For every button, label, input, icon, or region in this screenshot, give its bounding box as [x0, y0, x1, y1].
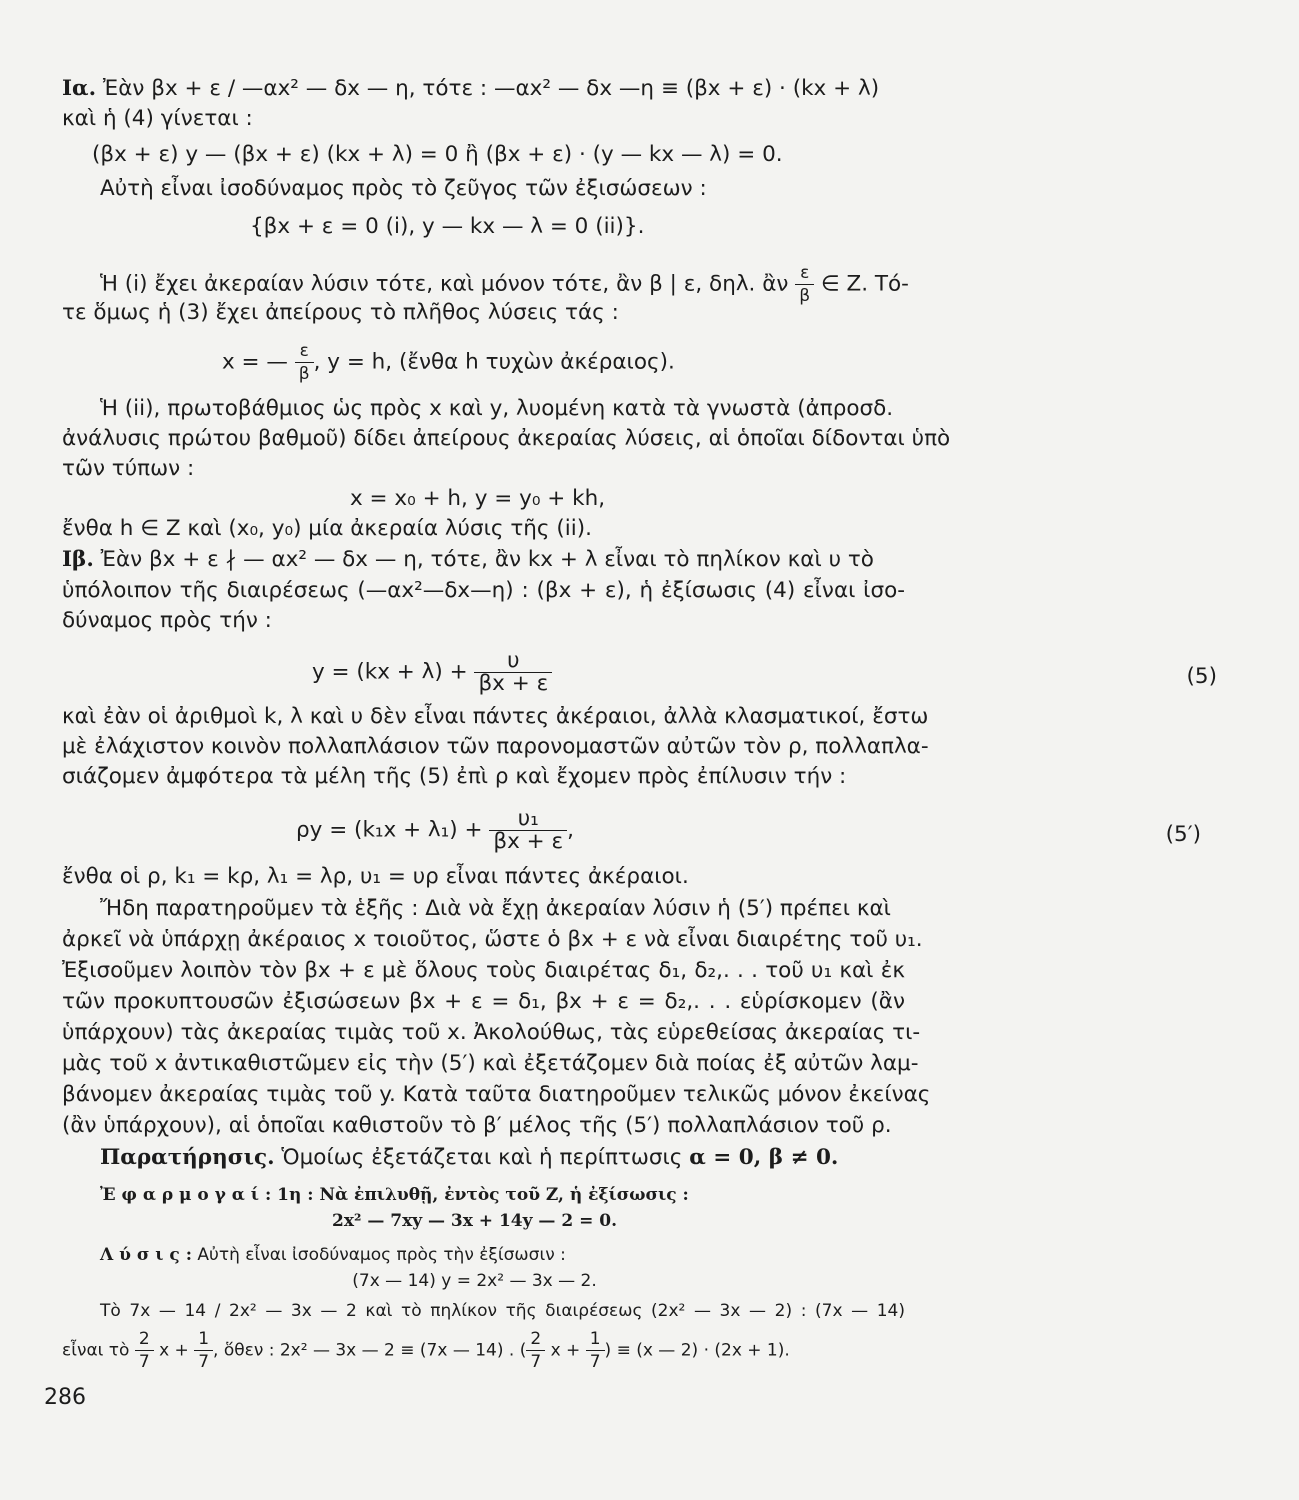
line-4: Αὐτὴ εἶναι ἰσοδύναμος πρὸς τὸ ζεῦγος τῶν ἐξισώσεων :: [100, 176, 707, 201]
line-26: τῶν προκυπτουσῶν ἐξισώσεων βx + ε = δ₁, βx + ε = δ₂,. . . εὑρίσκομεν (ἂν: [62, 989, 905, 1014]
line-20: σιάζομεν ἀμφότερα τὰ μέλη τῆς (5) ἐπὶ ρ καὶ ἔχομεν πρὸς ἐπίλυσιν τήν :: [62, 764, 847, 789]
line-2: καὶ ἡ (4) γίνεται :: [62, 106, 253, 131]
case-heading-ib: Ιβ.: [62, 547, 94, 572]
solution-line-36: Τὸ 7x — 14 / 2x² — 3x — 2 καὶ τὸ πηλίκον τῆς διαιρέσεως (2x² — 3x — 2) : (7x — 14): [100, 1301, 905, 1321]
line-22: ἔνθα οἱ ρ, k₁ = kρ, λ₁ = λρ, υ₁ = υρ εἶναι πάντες ἀκέραιοι.: [62, 864, 689, 889]
equation-line-12: x = x₀ + h, y = y₀ + kh,: [350, 486, 606, 511]
line-11: τῶν τύπων :: [62, 456, 195, 481]
line-9: Ἡ (ii), πρωτοβάθμιος ὡς πρὸς x καὶ y, λυομένη κατὰ τὰ γνωστὰ (ἀπροσδ.: [100, 396, 894, 421]
line-25: Ἐξισοῦμεν λοιπὸν τὸν βx + ε μὲ ὅλους τοὺς διαιρέτας δ₁, δ₂,. . . τοῦ υ₁ καὶ ἐκ: [62, 958, 905, 983]
line-18: καὶ ἐὰν οἱ ἀριθμοὶ k, λ καὶ υ δὲν εἶναι πάντες ἀκέραιοι, ἀλλὰ κλασματικοί, ἔστω: [62, 704, 929, 729]
equation-number-5: (5): [1186, 664, 1217, 689]
equation-line-8: x = — $\frac{\varepsilon}{\beta}$ , y = h, (ἔνθα h τυχὼν ἀκέραιος).: [222, 341, 675, 384]
solution-line-37: εἶναι τὸ $\frac{2}{7}$ x + $\frac{1}{7}$ , ὅθεν : 2x² — 3x — 2 ≡ (7x — 14) . ( $\frac{2}{7}$ x + $\frac{1}{7}$ ) ≡ (x — 2) · (2x + 1).: [62, 1329, 790, 1372]
equation-system: {βx + ε = 0 (i), y — kx — λ = 0 (ii)}.: [250, 214, 645, 239]
line-24: ἀρκεῖ νὰ ὑπάρχῃ ἀκέραιος x τοιοῦτος, ὥστε ὁ βx + ε νὰ εἶναι διαιρέτης τοῦ υ₁.: [62, 927, 923, 952]
line-7: τε ὅμως ἡ (3) ἔχει ἀπείρους τὸ πλῆθος λύσεις τάς :: [62, 300, 619, 325]
solution-equation: (7x — 14) y = 2x² — 3x — 2.: [352, 1271, 597, 1291]
equation-5: y = (kx + λ) + $\frac{\upsilon}{\beta x + \varepsilon}$ (5): [312, 648, 1217, 696]
solution-heading-line: Λ ύ σ ι ς : Αὐτὴ εἶναι ἰσοδύναμος πρὸς τὴν ἐξίσωσιν :: [100, 1245, 566, 1265]
fraction-u-over-bx-e: $\frac{\upsilon}{\beta x + \varepsilon}$: [474, 650, 552, 695]
fraction-minus-eps-beta: $\frac{\varepsilon}{\beta}$: [295, 340, 314, 385]
line-6: Ἡ (i) ἔχει ἀκεραίαν λύσιν τότε, καὶ μόνον τότε, ἂν β | ε, δηλ. ἂν $\frac{\varepsilon}{\beta}$ ∈ Z. Τό-: [100, 263, 909, 306]
equation-5-prime: ρy = (k₁x + λ₁) + $\frac{\text{υ₁}}{\beta x + \varepsilon}$ , (5′): [296, 806, 1201, 854]
applications-heading-line: Ἐ φ α ρ μ ο γ α ί : 1η : Νὰ ἐπιλυθῇ, ἐντὸς τοῦ Z, ἡ ἐξίσωσις :: [100, 1185, 689, 1205]
line-30: (ἂν ὑπάρχουν), αἱ ὁποῖαι καθιστοῦν τὸ β′ μέλος τῆς (5′) πολλαπλάσιον τοῦ ρ.: [62, 1113, 892, 1138]
fraction-2-7-b: $\frac{2}{7}$: [526, 1328, 545, 1373]
solution-heading: Λ ύ σ ι ς :: [100, 1245, 192, 1265]
line-27: ὑπάρχουν) τὰς ἀκεραίας τιμὰς τοῦ x. Ἀκολούθως, τὰς εὑρεθείσας ἀκεραίας τι-: [62, 1020, 921, 1045]
line-13: ἔνθα h ∈ Z καὶ (x₀, y₀) μία ἀκεραία λύσις τῆς (ii).: [62, 516, 592, 541]
remark-line: Παρατήρησις. Ὁμοίως ἐξετάζεται καὶ ἡ περίπτωσις α = 0, β ≠ 0.: [100, 1145, 839, 1170]
fraction-eps-beta: $\frac{\varepsilon}{\beta}$: [795, 262, 814, 307]
line-28: μὰς τοῦ x ἀντικαθιστῶμεν εἰς τὴν (5′) καὶ ἐξετάζομεν διὰ ποίας ἐξ αὐτῶν λαμ-: [62, 1051, 919, 1076]
fraction-1-7-b: $\frac{1}{7}$: [586, 1328, 605, 1373]
line-1: Ια. Ἐὰν βx + ε / —αx² — δx — η, τότε : —αx² — δx —η ≡ (βx + ε) · (kx + λ): [62, 76, 880, 101]
line-10: ἀνάλυσις πρώτου βαθμοῦ) δίδει ἀπείρους ἀκεραίας λύσεις, αἱ ὁποῖαι δίδονται ὑπὸ: [62, 426, 951, 451]
page-number: 286: [44, 1385, 86, 1410]
application-equation: 2x² — 7xy — 3x + 14y — 2 = 0.: [332, 1211, 617, 1231]
line-19: μὲ ἐλάχιστον κοινὸν πολλαπλάσιον τῶν παρονομαστῶν αὐτῶν τὸν ρ, πολλαπλα-: [62, 734, 929, 759]
line-16: δύναμος πρὸς τήν :: [62, 608, 272, 633]
fraction-2-7: $\frac{2}{7}$: [135, 1328, 154, 1373]
fraction-1-7: $\frac{1}{7}$: [194, 1328, 213, 1373]
case-heading-ia: Ια.: [62, 76, 97, 101]
line-29: βάνομεν ἀκεραίας τιμὰς τοῦ y. Κατὰ ταῦτα διατηροῦμεν τελικῶς μόνον ἐκείνας: [62, 1082, 931, 1107]
line-23: Ἤδη παρατηροῦμεν τὰ ἑξῆς : Διὰ νὰ ἔχῃ ἀκεραίαν λύσιν ἡ (5′) πρέπει καὶ: [100, 896, 891, 921]
fraction-u1-over-bx-e: $\frac{\text{υ₁}}{\beta x + \varepsilon}$: [489, 808, 567, 853]
line-14: Ιβ. Ἐὰν βx + ε ∤ — αx² — δx — η, τότε, ἂν kx + λ εἶναι τὸ πηλίκον καὶ υ τὸ: [62, 547, 874, 572]
applications-heading: Ἐ φ α ρ μ ο γ α ί :: [100, 1185, 272, 1205]
equation-line-3: (βx + ε) y — (βx + ε) (kx + λ) = 0 ἢ (βx + ε) · (y — kx — λ) = 0.: [92, 142, 783, 167]
equation-number-5-prime: (5′): [1165, 822, 1201, 847]
line-15: ὑπόλοιπον τῆς διαιρέσεως (—αx²—δx—η) : (βx + ε), ἡ ἐξίσωσις (4) εἶναι ἰσο-: [62, 578, 905, 603]
remark-heading: Παρατήρησις.: [100, 1145, 275, 1170]
